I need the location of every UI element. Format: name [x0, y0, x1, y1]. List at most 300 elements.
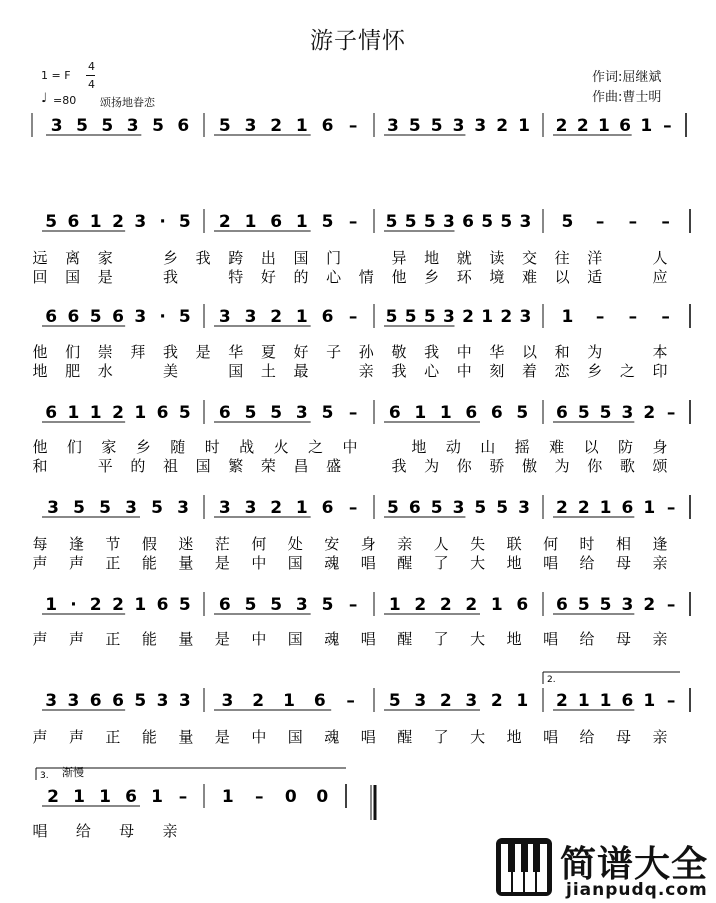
- note: 6: [321, 307, 334, 327]
- lyric-char: 母: [616, 554, 632, 572]
- lyric-char: 母: [616, 630, 632, 648]
- lyric-char: 境: [489, 268, 505, 286]
- note: 2: [576, 116, 589, 136]
- note: 1: [516, 691, 529, 711]
- note: 2: [252, 691, 265, 711]
- time-sig-bottom: 4: [88, 78, 95, 91]
- note: 3: [387, 116, 399, 136]
- note: 5: [599, 403, 612, 423]
- lyric-char: 节: [105, 535, 121, 553]
- note: 3: [519, 307, 532, 327]
- note: 1: [481, 307, 494, 327]
- note: 1: [73, 787, 85, 807]
- note: 1: [643, 691, 656, 711]
- note: 6: [156, 403, 169, 423]
- note: 1: [89, 403, 102, 423]
- note: 2: [89, 595, 102, 615]
- lyric-char: 逢: [68, 535, 84, 553]
- lyric-char: 处: [287, 535, 303, 553]
- note: 3: [178, 691, 191, 711]
- lyric-char: 交: [521, 249, 537, 267]
- note: 1: [518, 116, 530, 136]
- lyric-char: 适: [587, 268, 603, 286]
- note: 2: [112, 212, 124, 232]
- note: 5: [244, 595, 257, 615]
- piano-keys-icon: [494, 836, 554, 898]
- note: 5: [404, 212, 417, 232]
- note: –: [348, 116, 358, 136]
- note: 5: [577, 595, 590, 615]
- lyric-char: 是: [214, 554, 230, 572]
- note: 3: [156, 691, 169, 711]
- note: –: [255, 787, 264, 807]
- note: 3: [519, 212, 532, 232]
- lyric-char: 地: [424, 249, 440, 267]
- lyric-char: 亲: [652, 728, 668, 746]
- note: 5: [385, 307, 398, 327]
- note: 2: [643, 595, 656, 615]
- lyric-char: 的: [293, 268, 309, 286]
- note: 5: [73, 498, 85, 518]
- lyric-char: 安: [324, 535, 340, 553]
- logo-text-cn: 简谱大全: [560, 844, 709, 885]
- note: 6: [321, 116, 334, 136]
- note: 5: [404, 307, 417, 327]
- note: 6: [388, 403, 401, 423]
- lyric-char: 出: [260, 249, 276, 267]
- lyric-char: 母: [616, 728, 632, 746]
- note: 5: [218, 116, 231, 136]
- lyric-char: 联: [506, 535, 522, 553]
- note: 6: [621, 691, 634, 711]
- note: 5: [244, 403, 257, 423]
- lyric-char: 跨: [228, 249, 244, 267]
- note: 3: [218, 307, 231, 327]
- lyric-char: 国: [287, 728, 303, 746]
- tempo-value: =80: [53, 94, 77, 107]
- lyric-char: 正: [105, 630, 121, 648]
- note: 5: [178, 307, 191, 327]
- lyric-char: 他: [391, 268, 407, 286]
- lyric-char: 唱: [32, 822, 48, 840]
- lyric-char: 为: [424, 457, 440, 475]
- lyric-char: 土: [260, 362, 276, 380]
- lyric-char: 声: [68, 630, 84, 648]
- note: 3: [126, 116, 139, 136]
- lyric-char: 以: [554, 268, 570, 286]
- note: 6: [313, 691, 326, 711]
- lyric-char: 地: [411, 438, 427, 456]
- note: 5: [387, 498, 399, 518]
- lyric-char: 中: [456, 343, 472, 361]
- note: 1: [490, 595, 503, 615]
- lyric-char: 随: [170, 438, 186, 456]
- lyric-char: 母: [119, 822, 135, 840]
- note: 6: [45, 403, 58, 423]
- lyric-char: 大: [470, 554, 486, 572]
- note: 3: [443, 307, 455, 327]
- lyric-char: 繁: [228, 457, 244, 475]
- note: 5: [599, 595, 612, 615]
- note: 5: [178, 595, 191, 615]
- note: 1: [295, 116, 308, 136]
- lyric-char: 乡: [163, 249, 179, 267]
- lyric-char: 人: [652, 249, 668, 267]
- lyric-char: 你: [456, 457, 472, 475]
- lyric-char: 唱: [360, 630, 376, 648]
- note: 6: [621, 498, 634, 518]
- note: 6: [218, 595, 231, 615]
- note: 5: [430, 116, 443, 136]
- lyric-char: 能: [141, 630, 157, 648]
- note: 2: [555, 116, 568, 136]
- lyric-char: 亲: [358, 362, 374, 380]
- note: 2: [112, 403, 124, 423]
- note: –: [348, 307, 358, 327]
- lyric-char: 以: [521, 343, 537, 361]
- note: 5: [481, 212, 494, 232]
- lyric-char: 唱: [543, 630, 559, 648]
- note: 1: [643, 498, 656, 518]
- note: 1: [388, 595, 401, 615]
- lyric-char: 量: [178, 728, 194, 746]
- note: 5: [45, 212, 58, 232]
- lyric-char: 特: [228, 268, 244, 286]
- lyric-char: 山: [480, 438, 496, 456]
- lyric-char: 中: [251, 630, 267, 648]
- note: 6: [462, 212, 474, 232]
- lyric-char: 乡: [587, 362, 603, 380]
- lyric-char: 家: [97, 249, 113, 267]
- lyric-char: 荣: [260, 457, 276, 475]
- note: 1: [599, 498, 612, 518]
- lyric-char: 何: [251, 535, 267, 553]
- note: –: [348, 498, 358, 518]
- note: 5: [408, 116, 421, 136]
- lyric-char: 崇: [97, 343, 113, 361]
- lyric-char: 逢: [652, 535, 668, 553]
- lyric-char: 敬: [391, 343, 407, 361]
- lyric-char: 们: [65, 343, 81, 361]
- note: 6: [89, 691, 102, 711]
- note: 3: [244, 307, 257, 327]
- note: 2: [577, 498, 590, 518]
- lyric-char: 他: [32, 438, 48, 456]
- lyric-char: 异: [391, 249, 407, 267]
- note: 3: [452, 116, 465, 136]
- note: 3: [244, 498, 257, 518]
- lyric-char: 大: [470, 630, 486, 648]
- lyric-char: 以: [583, 438, 599, 456]
- note: 3: [621, 595, 634, 615]
- lyric-char: 国: [293, 249, 309, 267]
- note: 5: [423, 212, 436, 232]
- lyric-char: 就: [456, 249, 472, 267]
- lyric-char: 读: [489, 249, 505, 267]
- lyric-char: 声: [68, 728, 84, 746]
- lyric-char: 昌: [293, 457, 309, 475]
- note: ·: [159, 212, 166, 232]
- note: 1: [577, 691, 590, 711]
- lyric-char: 声: [32, 630, 48, 648]
- note: 6: [67, 307, 80, 327]
- note: –: [663, 116, 672, 136]
- lyric-char: 我: [391, 457, 407, 475]
- note: 5: [151, 498, 163, 518]
- lyric-char: 正: [105, 728, 121, 746]
- composer-credit: 作曲:曹士明: [592, 90, 662, 105]
- note: 3: [134, 212, 147, 232]
- note: –: [666, 403, 676, 423]
- note: 2: [496, 116, 509, 136]
- lyric-char: 国: [65, 268, 81, 286]
- lyric-char: 华: [228, 343, 244, 361]
- lyric-char: 亲: [652, 554, 668, 572]
- lyric-char: 能: [141, 728, 157, 746]
- note: 3: [452, 498, 465, 518]
- note: 5: [516, 403, 529, 423]
- lyric-char: 是: [214, 728, 230, 746]
- lyric-char: 国: [195, 457, 211, 475]
- lyric-char: 亲: [652, 630, 668, 648]
- lyric-char: 最: [293, 362, 309, 380]
- site-logo[interactable]: [494, 836, 708, 900]
- note: –: [666, 498, 676, 518]
- lyric-char: 量: [178, 554, 194, 572]
- volta-label: 2.: [547, 675, 556, 685]
- note: 2: [439, 691, 452, 711]
- note: 5: [423, 307, 436, 327]
- note: 6: [619, 116, 632, 136]
- lyric-char: 为: [587, 343, 603, 361]
- lyric-char: 远: [32, 249, 48, 267]
- volta-label: 3.: [40, 771, 49, 781]
- note: 3: [465, 691, 478, 711]
- note: 3: [218, 498, 231, 518]
- note: 5: [500, 212, 513, 232]
- lyric-char: 我: [195, 249, 211, 267]
- lyric-char: 醒: [397, 728, 413, 746]
- lyric-char: 拜: [130, 343, 146, 361]
- note: 6: [555, 595, 568, 615]
- note: 5: [561, 212, 574, 232]
- lyric-char: 是: [214, 630, 230, 648]
- note: 2: [218, 212, 231, 232]
- lyric-char: 魂: [324, 728, 340, 746]
- note: –: [348, 403, 358, 423]
- lyric-char: 肥: [65, 362, 81, 380]
- note: 5: [178, 212, 191, 232]
- lyric-char: 身: [652, 438, 668, 456]
- note: 3: [45, 691, 58, 711]
- lyric-char: 夏: [260, 343, 276, 361]
- lyric-char: 回: [32, 268, 48, 286]
- lyric-char: 是: [195, 343, 211, 361]
- song-title: 游子情怀: [310, 28, 406, 54]
- note: 1: [134, 595, 147, 615]
- note: 3: [244, 116, 257, 136]
- lyric-char: 中: [251, 728, 267, 746]
- lyric-char: 难: [521, 268, 537, 286]
- lyric-char: 洋: [587, 249, 603, 267]
- lyric-char: 摇: [514, 438, 530, 456]
- lyric-char: 何: [543, 535, 559, 553]
- note: 5: [388, 691, 401, 711]
- lyric-char: 魂: [324, 554, 340, 572]
- lyric-char: 声: [68, 554, 84, 572]
- note: 6: [321, 498, 334, 518]
- lyric-char: 平: [97, 457, 113, 475]
- note: 5: [321, 212, 334, 232]
- lyric-char: 着: [521, 362, 537, 380]
- lyric-char: 心: [424, 362, 440, 380]
- lyric-char: 颂: [652, 457, 668, 475]
- note: 5: [270, 403, 283, 423]
- lyric-char: 声: [32, 554, 48, 572]
- note: 1: [244, 212, 257, 232]
- lyric-char: 心: [326, 268, 342, 286]
- lyric-char: 亲: [397, 535, 413, 553]
- note: 1: [561, 307, 574, 327]
- note: 5: [134, 691, 147, 711]
- lyric-char: 骄: [489, 457, 505, 475]
- lyric-char: 给: [75, 822, 91, 840]
- note: 5: [474, 498, 487, 518]
- note: 0: [316, 787, 329, 807]
- note: 6: [408, 498, 421, 518]
- note: 1: [67, 403, 80, 423]
- note: 3: [134, 307, 147, 327]
- lyric-char: 中: [456, 362, 472, 380]
- note: 3: [125, 498, 137, 518]
- lyric-char: 和: [554, 343, 570, 361]
- tempo-expression-mark: 渐慢: [62, 766, 84, 779]
- lyric-char: 给: [579, 728, 595, 746]
- note: 3: [295, 595, 308, 615]
- lyric-char: 地: [32, 362, 48, 380]
- lyric-char: 和: [32, 457, 48, 475]
- logo-text-en: jianpudq.com: [566, 880, 708, 900]
- note: 2: [270, 498, 283, 518]
- lyric-char: 亲: [162, 822, 178, 840]
- lyric-char: 家: [101, 438, 117, 456]
- lyric-char: 孙: [358, 343, 374, 361]
- note: 2: [112, 595, 124, 615]
- note: –: [661, 212, 670, 232]
- lyric-char: 假: [141, 535, 157, 553]
- note: 1: [89, 212, 102, 232]
- note: 2: [270, 116, 283, 136]
- lyric-char: 大: [470, 728, 486, 746]
- note: –: [661, 307, 670, 327]
- lyric-char: 人: [433, 535, 449, 553]
- note: ·: [159, 307, 166, 327]
- time-sig-top: 4: [88, 60, 95, 73]
- note: 2: [555, 691, 568, 711]
- note: 2: [643, 403, 656, 423]
- note: 3: [621, 403, 634, 423]
- lyric-char: 你: [587, 457, 603, 475]
- note: 5: [178, 403, 191, 423]
- note: –: [628, 307, 638, 327]
- note: 1: [151, 787, 163, 807]
- lyric-char: 环: [456, 268, 472, 286]
- note: 1: [295, 212, 308, 232]
- note: –: [346, 691, 355, 711]
- note: 3: [177, 498, 189, 518]
- lyric-char: 他: [32, 343, 48, 361]
- note: 5: [89, 307, 102, 327]
- lyric-char: 国: [228, 362, 244, 380]
- lyric-char: 的: [130, 457, 146, 475]
- lyric-char: 华: [489, 343, 505, 361]
- note: 1: [599, 691, 612, 711]
- lyric-char: 了: [433, 728, 449, 746]
- lyric-char: 祖: [163, 457, 179, 475]
- lyric-char: 离: [65, 249, 81, 267]
- note: 2: [500, 307, 513, 327]
- lyric-char: 防: [618, 438, 634, 456]
- lyric-char: 了: [433, 554, 449, 572]
- lyric-char: 印: [652, 362, 668, 380]
- note: 6: [465, 403, 478, 423]
- note: 2: [439, 595, 452, 615]
- note: 2: [47, 787, 59, 807]
- note: –: [666, 691, 676, 711]
- note: 6: [177, 116, 190, 136]
- note: 5: [385, 212, 398, 232]
- tempo-expression: 颂扬地眷恋: [100, 96, 155, 109]
- lyric-char: 情: [358, 268, 374, 286]
- note: –: [348, 595, 358, 615]
- lyric-char: 醒: [397, 554, 413, 572]
- note: 2: [465, 595, 478, 615]
- lyric-char: 傲: [521, 457, 537, 475]
- note: 6: [270, 212, 283, 232]
- lyric-char: 战: [239, 438, 255, 456]
- note: 5: [76, 116, 88, 136]
- note: ·: [70, 595, 77, 615]
- lyricist-credit: 作词:屈继斌: [592, 70, 662, 85]
- lyric-char: 好: [293, 343, 309, 361]
- lyric-char: 子: [326, 343, 342, 361]
- note: 5: [321, 403, 334, 423]
- note: 1: [439, 403, 452, 423]
- note: 1: [414, 403, 427, 423]
- note: 6: [156, 595, 169, 615]
- note: 6: [112, 307, 124, 327]
- lyric-char: 我: [163, 343, 179, 361]
- lyric-char: 了: [433, 630, 449, 648]
- lyric-char: 国: [287, 554, 303, 572]
- lyric-char: 正: [105, 554, 121, 572]
- note: 3: [474, 116, 487, 136]
- note: 1: [597, 116, 610, 136]
- lyric-char: 地: [506, 728, 522, 746]
- note: 6: [555, 403, 568, 423]
- lyric-char: 火: [273, 438, 289, 456]
- note: 5: [99, 498, 111, 518]
- lyric-char: 应: [652, 268, 668, 286]
- note: 6: [218, 403, 231, 423]
- lyric-char: 是: [97, 268, 113, 286]
- quarter-note-icon: ♩: [41, 91, 48, 106]
- lyric-char: 给: [579, 630, 595, 648]
- note: 6: [516, 595, 529, 615]
- lyric-char: 地: [506, 630, 522, 648]
- lyric-char: 中: [342, 438, 358, 456]
- note: 5: [101, 116, 114, 136]
